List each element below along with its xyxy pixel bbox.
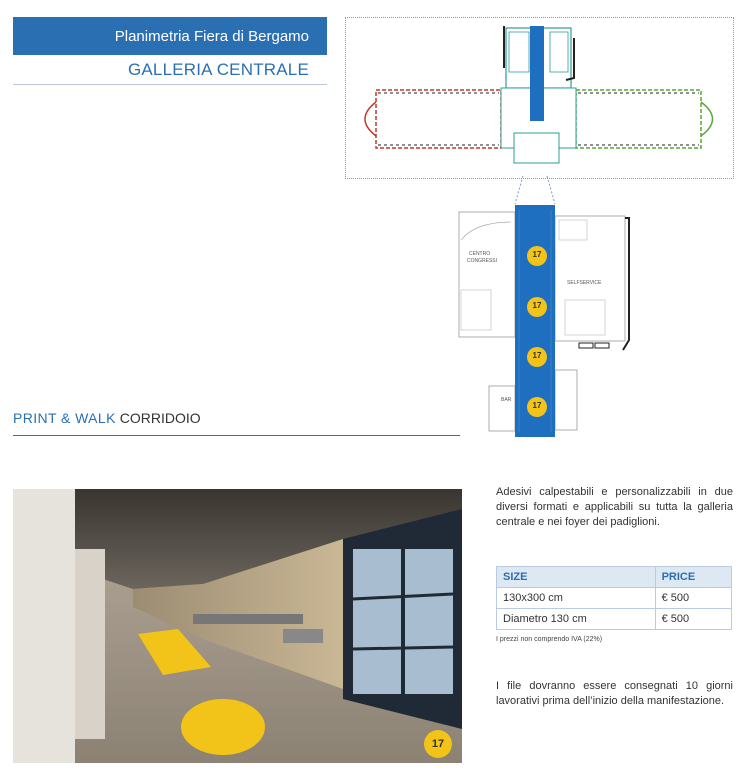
corridor-photo bbox=[13, 489, 462, 763]
table-row bbox=[497, 609, 732, 630]
section-heading-accent: PRINT & WALK bbox=[13, 410, 116, 426]
size-cell: Diametro 130 cm bbox=[497, 609, 656, 630]
area-label-bar: BAR bbox=[501, 397, 512, 403]
section-heading bbox=[13, 410, 460, 436]
marker-label: 17 bbox=[532, 250, 542, 259]
document-subtitle: GALLERIA CENTRALE bbox=[13, 55, 327, 85]
section-heading-rest: CORRIDOIO bbox=[119, 410, 201, 426]
price-cell: € 500 bbox=[655, 609, 731, 630]
document-title: Planimetria Fiera di Bergamo bbox=[13, 17, 327, 55]
area-label-congressi: CONGRESSI bbox=[467, 258, 498, 264]
price-column-header: PRICE bbox=[655, 567, 731, 588]
corridor-photo-svg bbox=[13, 489, 462, 763]
marker-label: 17 bbox=[532, 401, 542, 410]
size-cell: 130x300 cm bbox=[497, 588, 656, 609]
centro-congressi-area bbox=[459, 212, 515, 337]
overview-floor-plan-svg bbox=[346, 18, 735, 180]
price-table bbox=[496, 566, 732, 630]
overview-floor-plan bbox=[345, 17, 734, 179]
selfservice-area bbox=[555, 216, 625, 341]
left-hall-apse bbox=[365, 102, 376, 136]
price-cell: € 500 bbox=[655, 588, 731, 609]
product-description: Adesivi calpestabili e personalizzabili in due diversi formati e applicabili su tutta la galleria centrale e nei foyer dei padiglioni. bbox=[496, 486, 733, 528]
detail-floor-plan bbox=[455, 200, 635, 440]
right-hall bbox=[576, 90, 701, 148]
round-floor-sticker bbox=[181, 699, 265, 755]
left-hall bbox=[376, 90, 501, 148]
bar-area bbox=[489, 386, 515, 431]
area-label-selfservice: SELFSERVICE bbox=[567, 280, 602, 286]
vat-note: I prezzi non comprendo IVA (22%) bbox=[496, 636, 603, 643]
area-label-centro: CENTRO bbox=[469, 251, 491, 257]
overview-corridor bbox=[530, 26, 544, 121]
delivery-note: I file dovranno essere consegnati 10 giorni lavorativi prima dell’inizio della manifestazione. bbox=[496, 680, 733, 707]
marker-label: 17 bbox=[532, 301, 542, 310]
marker-label: 17 bbox=[532, 351, 542, 360]
size-column-header: SIZE bbox=[497, 567, 656, 588]
photo-badge: 17 bbox=[424, 730, 452, 758]
right-hall-apse bbox=[701, 102, 713, 136]
table-header-row bbox=[497, 567, 732, 588]
table-row bbox=[497, 588, 732, 609]
